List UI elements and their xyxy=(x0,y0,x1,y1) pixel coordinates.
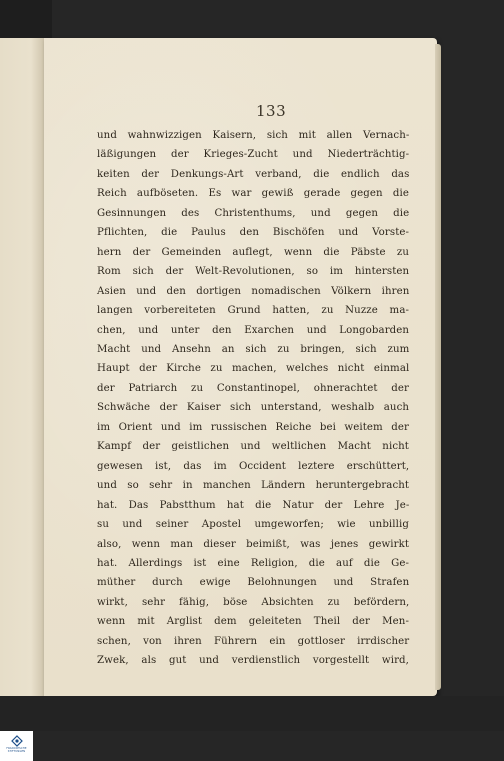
text-line: gewesen ist, das im Occident leztere erschüttert, xyxy=(97,460,410,472)
text-line: Haupt der Kirche zu machen, welches nicht einmal xyxy=(97,363,410,375)
text-line: hat. Allerdings ist eine Religion, die auf die Ge- xyxy=(97,557,409,569)
text-line: keiten der Denkungs-Art verband, die endlich das xyxy=(97,168,410,180)
text-line: wenn mit Arglist dem geleiteten Theil der Men- xyxy=(97,616,409,628)
logo-text-line2: STIFTUNGEN xyxy=(7,750,26,753)
text-line: Macht und Ansehn an sich zu bringen, sich zum xyxy=(97,343,410,355)
text-line: chen, und unter den Exarchen und Longobarden xyxy=(97,324,410,336)
text-line: schen, von ihren Führern ein gottloser irrdischer xyxy=(97,635,410,647)
logo-text-line1: FRANCKESCHE xyxy=(6,747,27,750)
text-line: der Patriarch zu Constantinopel, ohnerachtet der xyxy=(97,382,409,394)
bottom-background xyxy=(0,696,504,731)
text-line: Schwäche der Kaiser sich unterstand, weshalb auch xyxy=(97,402,410,414)
text-line: im Orient und im russischen Reiche bei weitem der xyxy=(97,421,409,433)
text-line: wirkt, sehr fähig, böse Absichten zu befördern, xyxy=(97,596,410,608)
text-line: hat. Das Pabstthum hat die Natur der Lehre Je- xyxy=(97,499,410,511)
text-line: und so sehr in manchen Ländern heruntergebracht xyxy=(97,480,410,492)
text-line: läßigungen der Krieges-Zucht und Niederträchtig- xyxy=(97,149,410,161)
page-number: 133 xyxy=(256,102,287,120)
text-line: Kampf der geistlichen und weltlichen Macht nicht xyxy=(97,441,409,453)
text-line: also, wenn man dieser beimißt, was jenes gewirkt xyxy=(97,538,410,550)
book-page xyxy=(44,38,437,696)
page-edge xyxy=(435,44,441,690)
text-line: Rom sich der Welt-Revolutionen, so im hintersten xyxy=(97,266,410,278)
top-left-gutter xyxy=(0,0,52,38)
page-text xyxy=(97,126,409,671)
text-line: Asien und den dortigen nomadischen Völkern ihren xyxy=(97,285,410,297)
text-line: Gesinnungen des Christenthums, und gegen die xyxy=(97,207,410,219)
text-line: langen vorbereiteten Grund hatten, zu Nuzze ma- xyxy=(97,305,410,317)
text-line: su und seiner Apostel umgeworfen; wie unbillig xyxy=(97,519,409,531)
left-facing-page-edge xyxy=(0,38,45,696)
text-line: Reich aufböseten. Es war gewiß gerade gegen die xyxy=(97,188,410,200)
text-line: müther durch ewige Belohnungen und Strafen xyxy=(97,577,410,589)
text-line: Pflichten, die Paulus den Bischöfen und Vorste- xyxy=(97,227,410,239)
text-line: hern der Gemeinden auflegt, wenn die Päbste zu xyxy=(97,246,410,258)
franckesche-stiftungen-logo-icon xyxy=(10,735,24,747)
text-line: Zwek, als gut und verdienstlich vorgestellt wird, xyxy=(97,655,409,667)
library-logo xyxy=(0,731,33,761)
text-line: und wahnwizzigen Kaisern, sich mit allen Vernach- xyxy=(97,130,410,141)
